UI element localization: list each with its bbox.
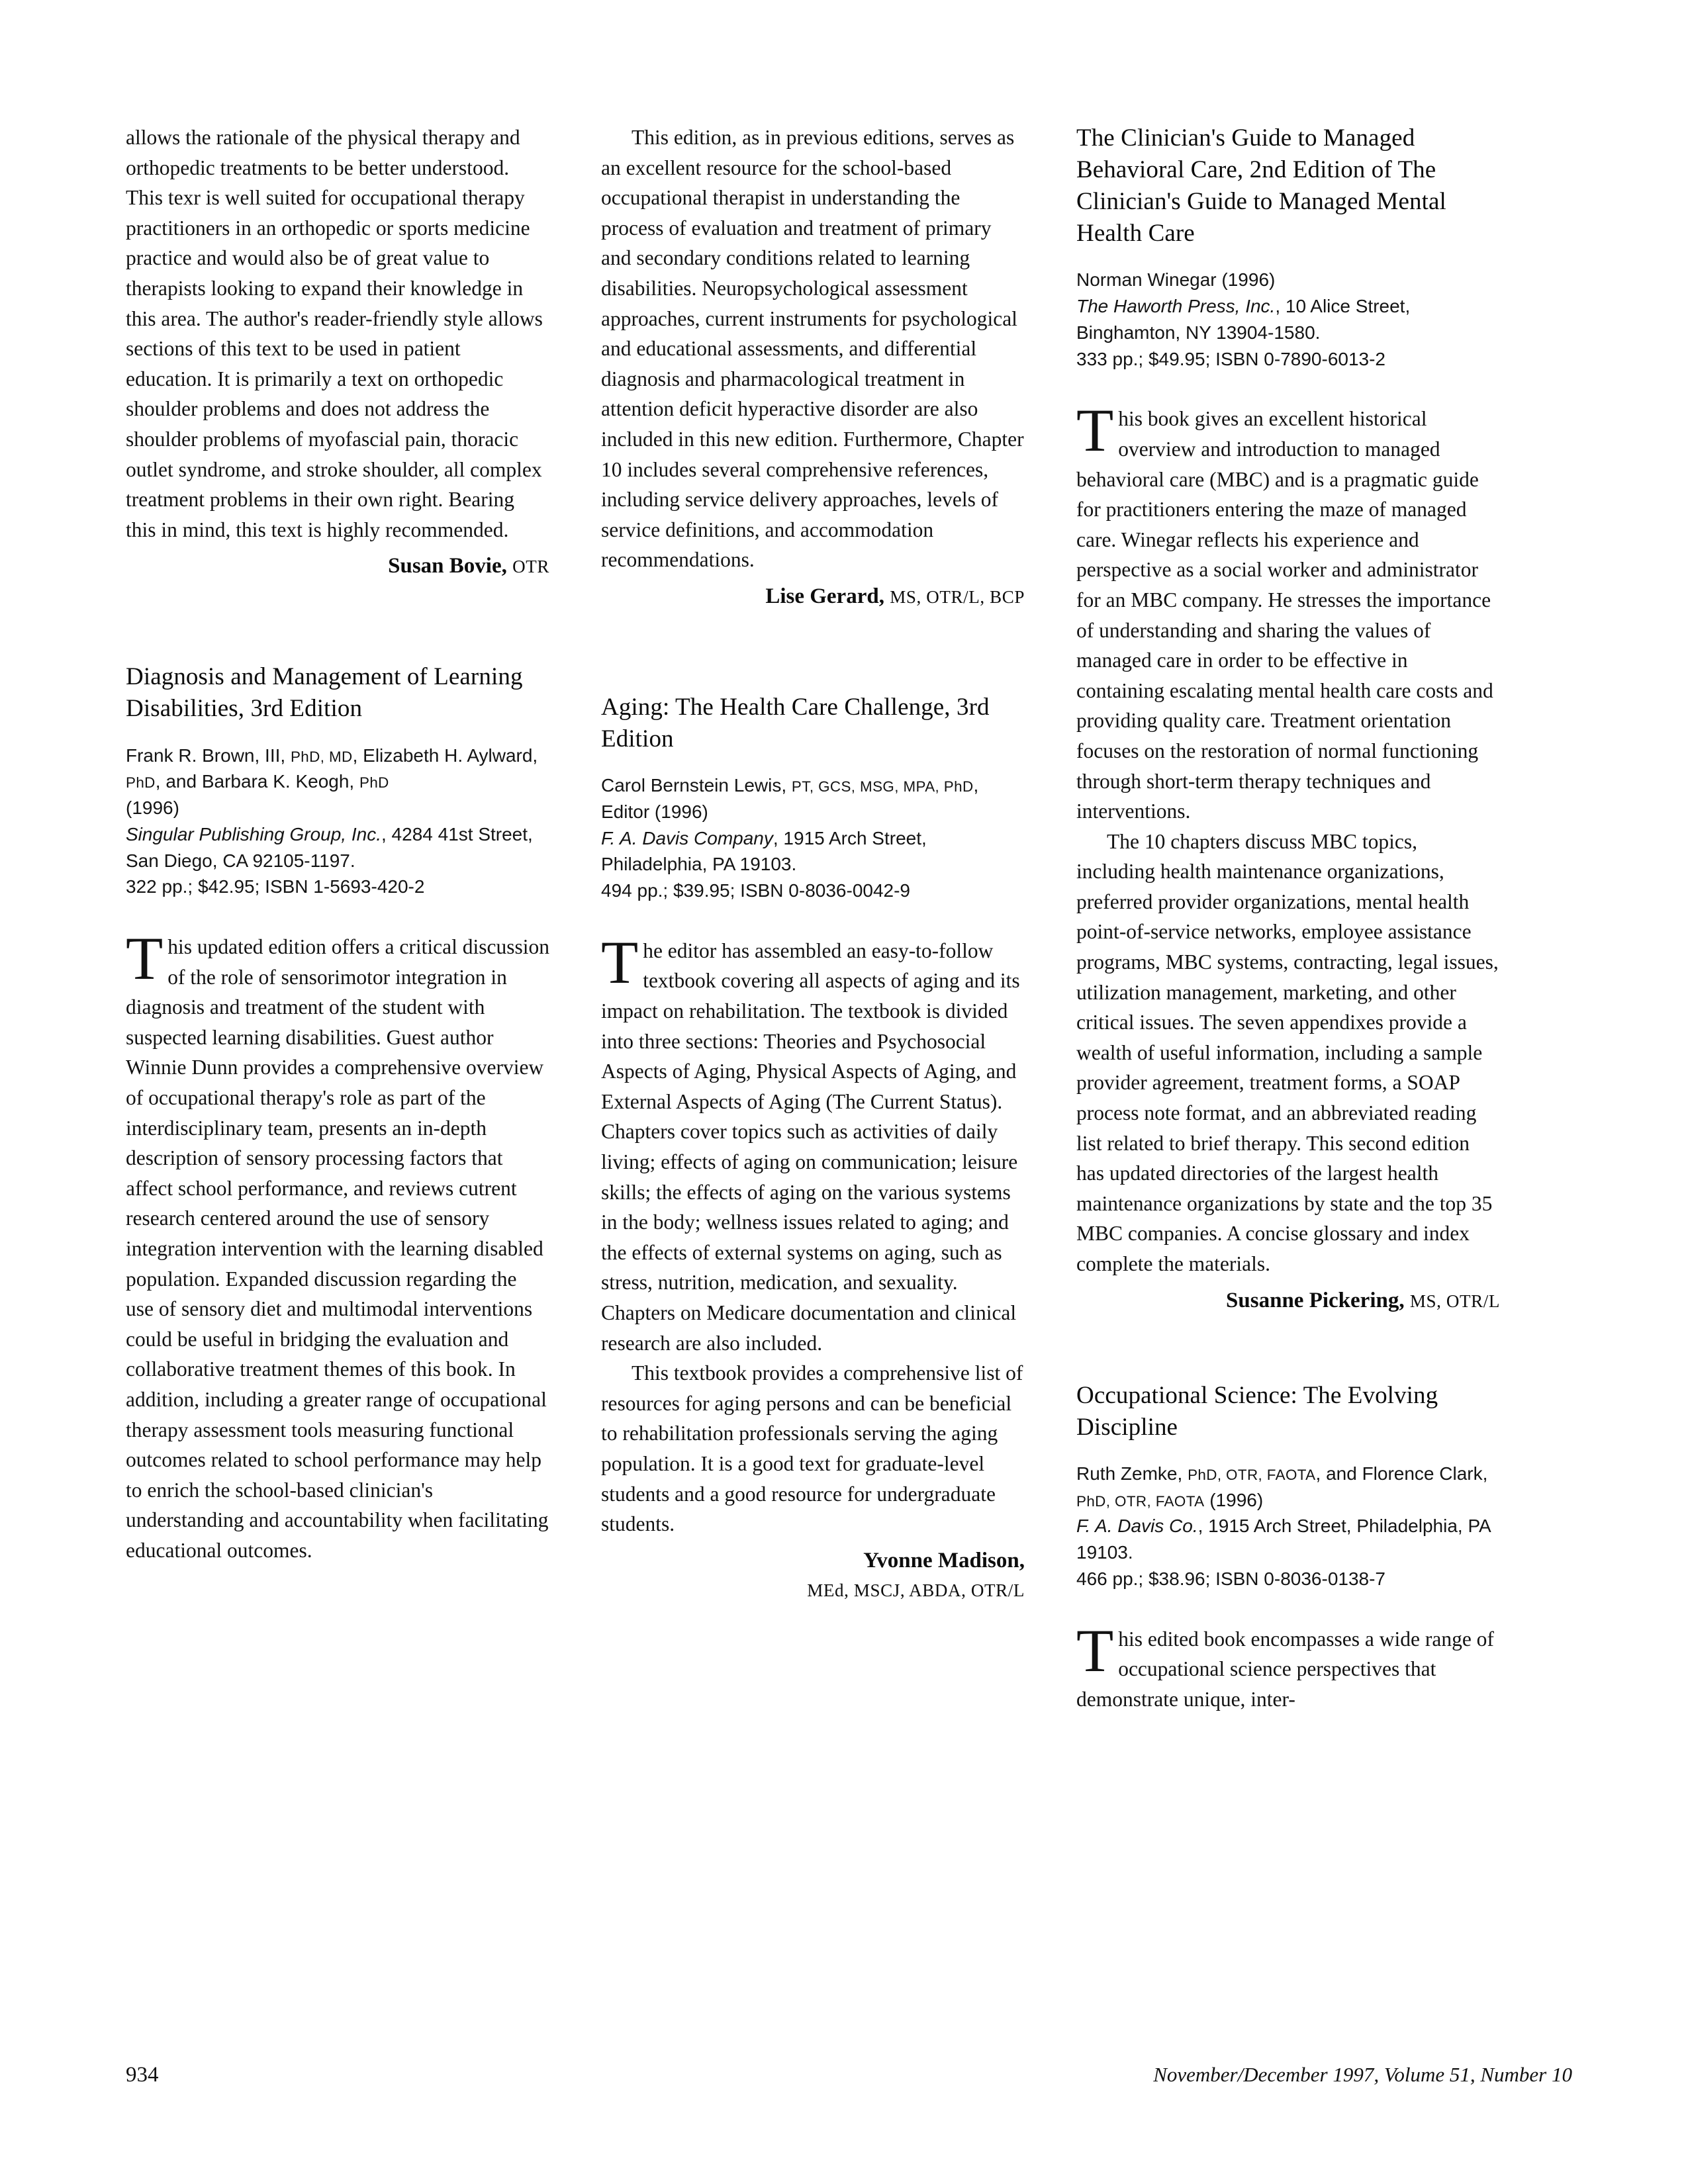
three-column-layout <box>126 122 1572 2015</box>
biblio-publisher: F. A. Davis Company, 1915 Arch Street, Philadelphia, PA 19103. <box>601 827 927 875</box>
biblio-authors: Norman Winegar (1996) <box>1076 269 1276 291</box>
section-spacer <box>126 582 549 661</box>
section-spacer <box>1076 1316 1500 1380</box>
biblio-authors: Ruth Zemke, PhD, OTR, FAOTA, and Florence Clark, PhD, OTR, FAOTA (1996) <box>1076 1463 1488 1510</box>
review-title: Diagnosis and Management of Learning Disabilities, 3rd Edition <box>126 663 523 723</box>
reviewer-name: Yvonne Madison, <box>863 1548 1025 1572</box>
reviewer-credentials: MS, OTR/L <box>1409 1291 1500 1311</box>
review-biblio <box>601 772 1025 904</box>
review-biblio <box>1076 267 1500 372</box>
review-managed-behavioral-care <box>1076 122 1500 1316</box>
biblio-spacer <box>1076 384 1500 404</box>
review-aging-health-care <box>601 692 1025 1606</box>
biblio-publisher: F. A. Davis Co., 1915 Arch Street, Philadelphia, PA 19103. <box>1076 1516 1491 1563</box>
biblio-authors: Carol Bernstein Lewis, PT, GCS, MSG, MPA, PhD, Editor (1996) <box>601 775 979 822</box>
biblio-spacer <box>1076 1604 1500 1624</box>
review-occupational-science <box>1076 1380 1500 1715</box>
section-spacer <box>601 612 1025 692</box>
column-2 <box>601 122 1025 1606</box>
review-paragraph: This textbook provides a comprehensive list of resources for aging persons and can be beneficial to rehabilitation professionals serving the aging population. It is a good text for graduate-level students and a good resource for undergraduate students. <box>601 1361 1023 1536</box>
review-biblio <box>126 743 549 901</box>
biblio-details: 322 pp.; $42.95; ISBN 1-5693-420-2 <box>126 876 425 897</box>
reviewer-name: Lise Gerard, <box>765 584 884 608</box>
column-3 <box>1076 122 1500 1714</box>
biblio-authors: Frank R. Brown, III, PhD, MD, Elizabeth H. Aylward, PhD, and Barbara K. Keogh, PhD <box>126 745 538 792</box>
biblio-details: 494 pp.; $39.95; ISBN 0-8036-0042-9 <box>601 880 911 901</box>
review-byline <box>126 551 549 582</box>
review-paragraph: allows the rationale of the physical therapy and orthopedic treatments to be better understood. This texr is well suited for occupational therapy practitioners in an orthopedic or sports medicine practice and would also be of great value to therapists looking to expand their knowledge in this area. The author's reader-friendly style allows sections of this text to be used in patient education. It is primarily a text on orthopedic shoulder problems and does not address the shoulder problems of myofascial pain, thoracic outlet syndrome, and stroke shoulder, all complex treatment problems in their own right. Bearing this in mind, this text is highly recommended. <box>126 126 543 541</box>
biblio-publisher: Singular Publishing Group, Inc., 4284 41st Street, San Diego, CA 92105-1197. <box>126 823 533 871</box>
biblio-publisher: The Haworth Press, Inc., 10 Alice Street, Binghamton, NY 13904-1580. <box>1076 296 1411 343</box>
biblio-year: (1996) <box>126 797 179 818</box>
review-title: The Clinician's Guide to Managed Behavioral Care, 2nd Edition of The Clinician's Guide to Managed Mental Health Care <box>1076 124 1446 248</box>
reviewer-name: Susanne Pickering, <box>1226 1288 1405 1312</box>
page-number: 934 <box>126 2063 159 2087</box>
review-paragraph: This edited book encompasses a wide range of occupational science perspectives that demonstrate unique, inter- <box>1076 1616 1494 1711</box>
biblio-details: 333 pp.; $49.95; ISBN 0-7890-6013-2 <box>1076 348 1386 369</box>
biblio-spacer <box>126 912 549 932</box>
review-byline <box>601 582 1025 612</box>
review-shoulder-continued <box>126 122 549 582</box>
biblio-spacer <box>601 916 1025 936</box>
reviewer-name: Susan Bovie, <box>388 554 507 578</box>
reviewer-credentials: OTR <box>512 557 549 577</box>
review-byline <box>601 1546 1025 1606</box>
review-paragraph: The editor has assembled an easy-to-follow textbook covering all aspects of aging and its impact on rehabilitation. The textbook is divided into three sections: Theories and Psychosocial Aspects of Aging, Physical Aspects of Aging, and External Aspects of Aging (The Current Status). Chapters cover topics such as activities of daily living; effects of aging on communication; leisure skills; the effects of aging on the various systems in the body; wellness issues related to aging; and the effects of external systems on aging, such as stress, nutrition, medication, and sexuality. Chapters on Medicare documentation and clinical research are also included. <box>601 928 1020 1355</box>
review-school-based-continued <box>601 122 1025 612</box>
review-learning-disabilities <box>126 661 549 1565</box>
review-paragraph: This updated edition offers a critical discussion of the role of sensorimotor integration in diagnosis and treatment of the student with suspected learning disabilities. Guest author Winnie Dunn provides a comprehensive overview of occupational therapy's role as part of the interdisciplinary team, presents an in-depth description of sensory processing factors that affect school performance, and reviews cutrent research centered around the use of sensory integration intervention with the learning disabled population. Expanded discussion regarding the use of sensory diet and multimodal interventions could be useful in bridging the evaluation and collaborative treatment themes of this book. In addition, including a greater range of occupational therapy assessment tools measuring functional outcomes related to school performance may help to enrich the school-based clinician's understanding and accountability when facilitating educational outcomes. <box>126 925 549 1562</box>
reviewer-credentials: MS, OTR/L, BCP <box>890 586 1025 607</box>
review-paragraph: The 10 chapters discuss MBC topics, including health maintenance organizations, preferred provider organizations, mental health point-of-service networks, employee assistance programs, MBC systems, contracting, legal issues, utilization management, marketing, and other critical issues. The seven appendixes provide a wealth of useful information, including a sample provider agreement, treatment forms, a SOAP process note format, and an abbreviated reading list related to brief therapy. This second edition has updated directories of the largest health maintenance organizations by state and the top 35 MBC companies. A concise glossary and index complete the materials. <box>1076 829 1499 1275</box>
running-footer: November/December 1997, Volume 51, Number 10 <box>1153 2063 1572 2086</box>
review-byline <box>1076 1286 1500 1316</box>
review-paragraph: This book gives an excellent historical overview and introduction to managed behavioral care (MBC) and is a pragmatic guide for practitioners entering the maze of managed care. Winegar reflects his experience and perspective as a social worker and administrator for an MBC company. He stresses the importance of understanding and sharing the values of managed care in order to be effective in containing escalating mental health care costs and providing quality care. Treatment orientation focuses on the restoration of normal functioning through short-term therapy techniques and interventions. <box>1076 396 1493 823</box>
review-paragraph: This edition, as in previous editions, serves as an excellent resource for the school-based occupational therapist in understanding the process of evaluation and treatment of primary and secondary conditions related to learning disabilities. Neuropsychological assessment approaches, current instruments for psychological and educational assessments, and differential diagnosis and pharmacological treatment in attention deficit hyperactive disorder are also included in this new edition. Furthermore, Chapter 10 includes several comprehensive references, including service delivery approaches, levels of service definitions, and accommodation recommendations. <box>601 126 1024 572</box>
page-footer <box>126 2063 1572 2087</box>
review-biblio <box>1076 1461 1500 1592</box>
reviewer-credentials: MEd, MSCJ, ABDA, OTR/L <box>807 1580 1025 1600</box>
column-1 <box>126 122 549 1565</box>
review-title: Occupational Science: The Evolving Discipline <box>1076 1381 1438 1441</box>
biblio-details: 466 pp.; $38.96; ISBN 0-8036-0138-7 <box>1076 1568 1386 1589</box>
review-title: Aging: The Health Care Challenge, 3rd Edition <box>601 693 990 752</box>
